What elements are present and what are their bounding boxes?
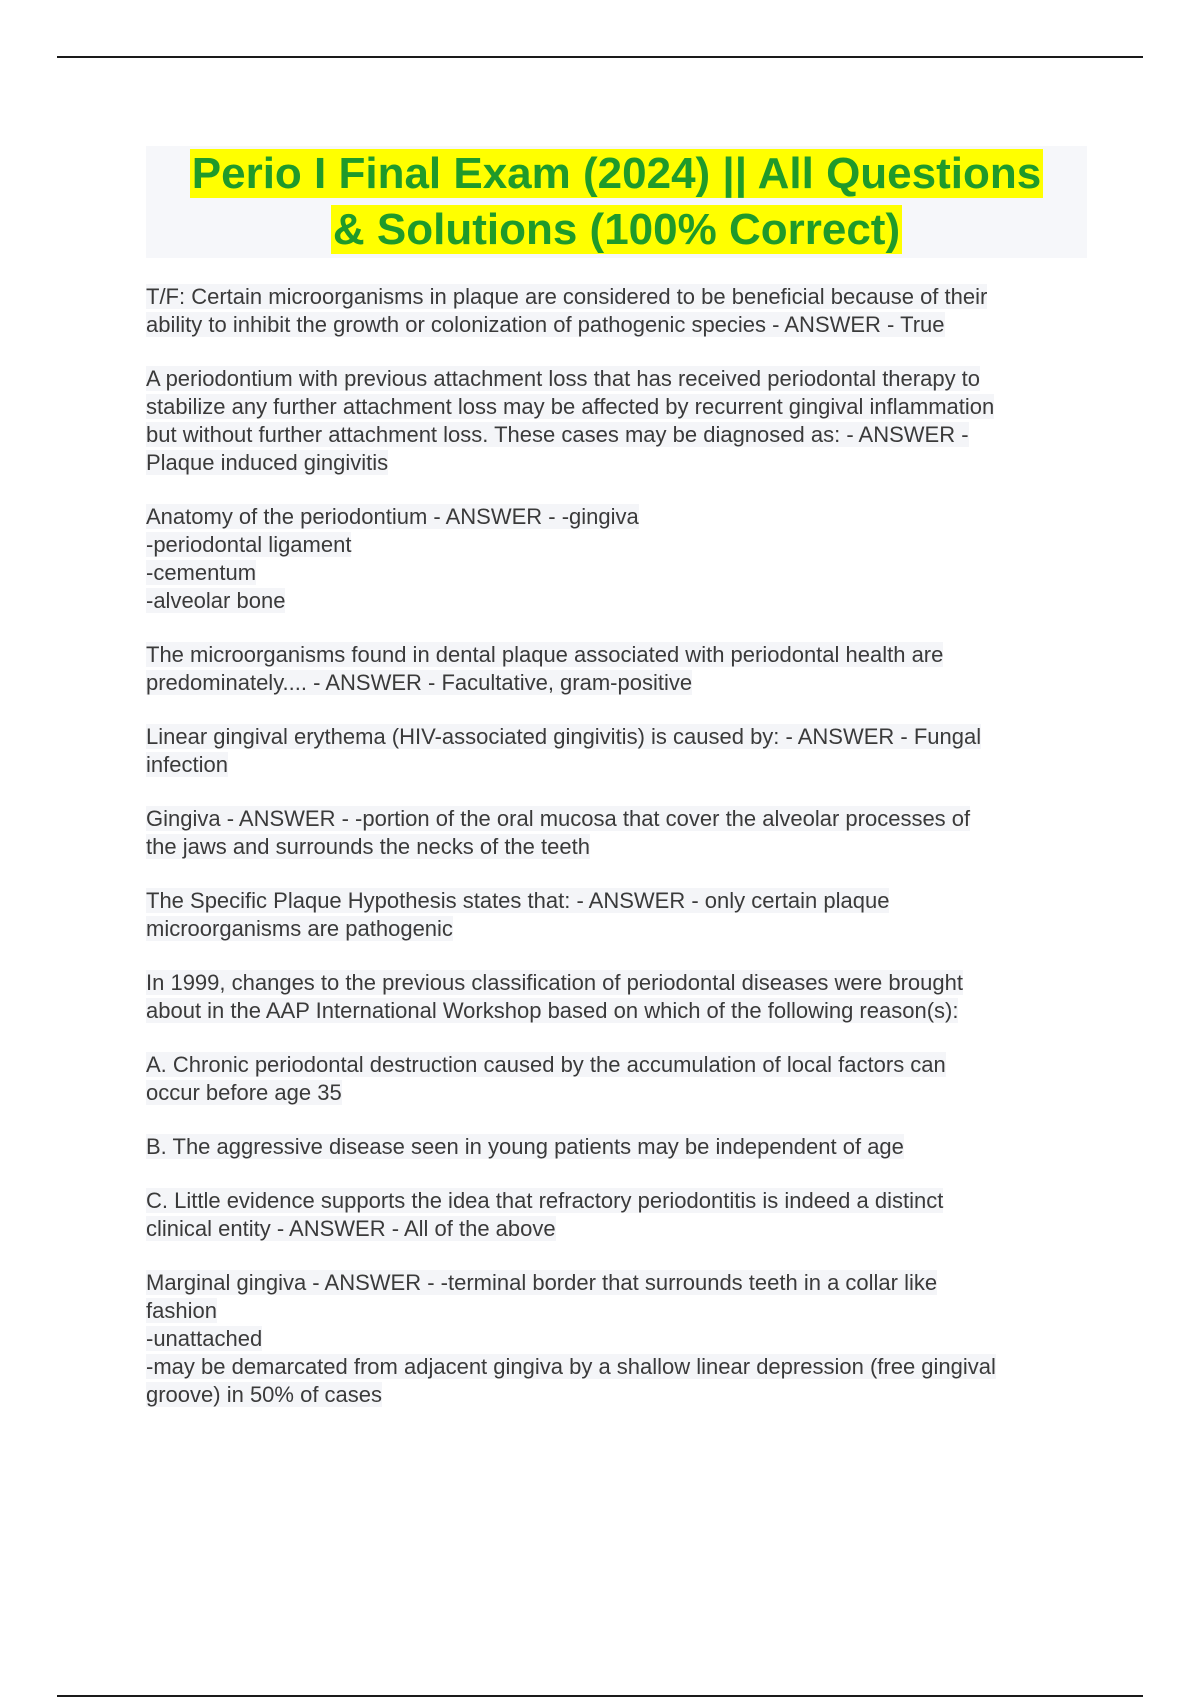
text-line-content: B. The aggressive disease seen in young patients may be independent of age: [146, 1134, 904, 1159]
document-body: [146, 283, 1091, 1435]
text-line: [146, 751, 1091, 779]
text-line: [146, 887, 1091, 915]
text-line-content: The microorganisms found in dental plaque associated with periodontal health are: [146, 642, 944, 667]
text-line: [146, 1215, 1091, 1243]
text-line: [146, 365, 1091, 393]
text-line-content: predominately.... - ANSWER - Facultative, gram-positive: [146, 670, 693, 695]
text-line-content: microorganisms are pathogenic: [146, 916, 453, 941]
text-line-content: about in the AAP International Workshop based on which of the following reason(s):: [146, 998, 959, 1023]
text-line: [146, 833, 1091, 861]
text-line-content: occur before age 35: [146, 1080, 342, 1105]
qa-paragraph: [146, 969, 1091, 1025]
text-line: [146, 449, 1091, 477]
text-line: [146, 1079, 1091, 1107]
text-line-content: but without further attachment loss. These cases may be diagnosed as: - ANSWER -: [146, 422, 969, 447]
text-line: [146, 1133, 1091, 1161]
text-line-content: Linear gingival erythema (HIV-associated gingivitis) is caused by: - ANSWER - Fungal: [146, 724, 982, 749]
text-line: [146, 669, 1091, 697]
text-line-content: clinical entity - ANSWER - All of the above: [146, 1216, 556, 1241]
text-line-content: In 1999, changes to the previous classification of periodontal diseases were brought: [146, 970, 963, 995]
text-line: [146, 1381, 1091, 1409]
qa-paragraph: [146, 365, 1091, 477]
text-line: [146, 915, 1091, 943]
text-line-content: Marginal gingiva - ANSWER - -terminal border that surrounds teeth in a collar like: [146, 1270, 938, 1295]
text-line: [146, 421, 1091, 449]
qa-paragraph: [146, 887, 1091, 943]
text-line: [146, 723, 1091, 751]
text-line-content: the jaws and surrounds the necks of the teeth: [146, 834, 590, 859]
text-line: [146, 641, 1091, 669]
text-line: [146, 1051, 1091, 1079]
qa-paragraph: [146, 283, 1091, 339]
text-line-content: ability to inhibit the growth or colonization of pathogenic species - ANSWER - True: [146, 312, 945, 337]
text-line-content: -unattached: [146, 1326, 263, 1351]
text-line: [146, 805, 1091, 833]
text-line: [146, 311, 1091, 339]
text-line: [146, 1187, 1091, 1215]
text-line-content: The Specific Plaque Hypothesis states that: - ANSWER - only certain plaque: [146, 888, 890, 913]
text-line-content: fashion: [146, 1298, 217, 1323]
text-line-content: groove) in 50% of cases: [146, 1382, 383, 1407]
text-line-content: infection: [146, 752, 228, 777]
text-line: [146, 1297, 1091, 1325]
qa-paragraph: [146, 503, 1091, 615]
text-line-content: Plaque induced gingivitis: [146, 450, 389, 475]
text-line-content: -may be demarcated from adjacent gingiva by a shallow linear depression (free gingival: [146, 1354, 996, 1379]
text-line-content: T/F: Certain microorganisms in plaque are considered to be beneficial because of their: [146, 284, 988, 309]
qa-paragraph: [146, 1269, 1091, 1409]
text-line: [146, 969, 1091, 997]
qa-paragraph: [146, 1133, 1091, 1161]
text-line-content: -cementum: [146, 560, 257, 585]
title-line-1: Perio I Final Exam (2024) || All Questions: [191, 149, 1042, 198]
text-line-content: A periodontium with previous attachment loss that has received periodontal therapy to: [146, 366, 981, 391]
bottom-rule: [57, 1695, 1143, 1697]
text-line: [146, 283, 1091, 311]
qa-paragraph: [146, 723, 1091, 779]
text-line: [146, 587, 1091, 615]
top-rule: [57, 56, 1143, 58]
text-line: [146, 531, 1091, 559]
qa-paragraph: [146, 805, 1091, 861]
text-line: [146, 1269, 1091, 1297]
text-line-content: stabilize any further attachment loss may be affected by recurrent gingival inflammation: [146, 394, 995, 419]
text-line-content: C. Little evidence supports the idea that refractory periodontitis is indeed a distinct: [146, 1188, 944, 1213]
qa-paragraph: [146, 1051, 1091, 1107]
text-line: [146, 1353, 1091, 1381]
text-line: [146, 559, 1091, 587]
text-line-content: Anatomy of the periodontium - ANSWER - -gingiva: [146, 504, 639, 529]
text-line-content: Gingiva - ANSWER - -portion of the oral mucosa that cover the alveolar processes of: [146, 806, 971, 831]
text-line: [146, 503, 1091, 531]
text-line: [146, 1325, 1091, 1353]
text-line-content: A. Chronic periodontal destruction caused by the accumulation of local factors can: [146, 1052, 946, 1077]
qa-paragraph: [146, 1187, 1091, 1243]
document-title: [146, 146, 1087, 258]
text-line: [146, 997, 1091, 1025]
text-line: [146, 393, 1091, 421]
title-line-2: & Solutions (100% Correct): [332, 205, 901, 254]
text-line-content: -periodontal ligament: [146, 532, 352, 557]
text-line-content: -alveolar bone: [146, 588, 286, 613]
qa-paragraph: [146, 641, 1091, 697]
